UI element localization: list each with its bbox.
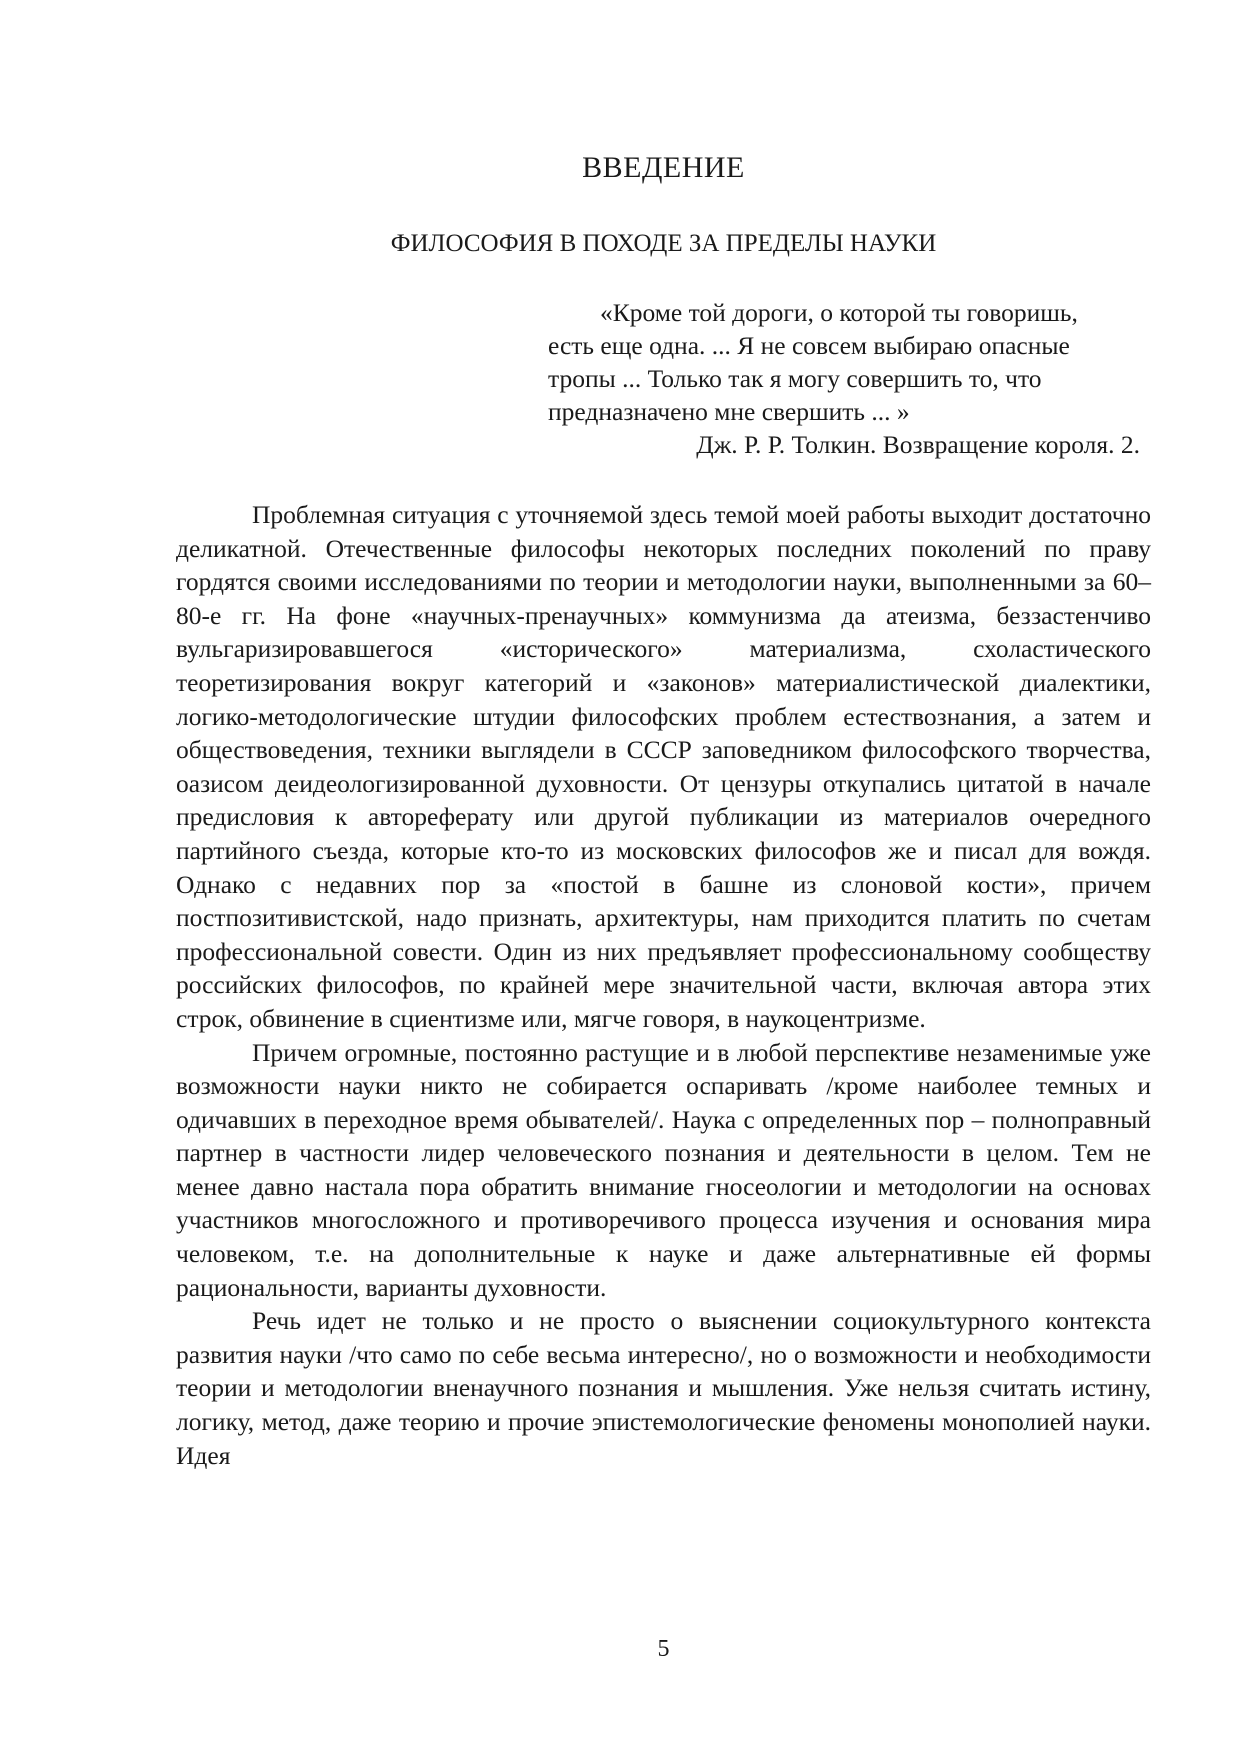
- paragraph: Проблемная ситуация с уточняемой здесь темой моей работы выходит достаточно деликатной. Отечественные философы некоторых последних поколений по праву гордятся своими исследованиями по теории и методологии науки, выполненными за 60–80-е гг. На фоне «научных-пренаучных» коммунизма да атеизма, беззастенчиво вульгаризировавшегося «исторического» материализма, схоластического теоретизирования вокруг категорий и «законов» материалистической диалектики, логико-методологические штудии философских проблем естествознания, а затем и обществоведения, техники выглядели в СССР заповедником философского творчества, оазисом деидеологизированной духовности. От цензуры откупались цитатой в начале предисловия к автореферату или другой публикации из материалов очередного партийного съезда, которые кто-то из московских философов же и писал для вождя. Однако с недавних пор за «постой в башне из слоновой кости», причем постпозитивистской, надо признать, архитектуры, нам приходится платить по счетам профессиональной совести. Один из них предъявляет профессиональному сообществу российских философов, по крайней мере значительной части, включая автора этих строк, обвинение в сциентизме или, мягче говоря, в наукоцентризме.: [176, 500, 1151, 1033]
- epigraph: [548, 296, 1148, 461]
- epigraph-line: тропы ... Только так я могу совершить то, что: [548, 364, 1042, 393]
- epigraph-line: предназначено мне свершить ... »: [548, 397, 910, 426]
- paragraph: Речь идет не только и не просто о выяснении социокультурного контекста развития науки /что само по себе весьма интересно/, но о возможности и необходимости теории и методологии вненаучного познания и мышления. Уже нельзя считать истину, логику, метод, даже теорию и прочие эпистемологические феномены монополией науки. Идея: [176, 1306, 1151, 1470]
- section-title: ФИЛОСОФИЯ В ПОХОДЕ ЗА ПРЕДЕЛЫ НАУКИ: [390, 230, 937, 257]
- body-text: [176, 498, 1151, 1472]
- chapter-title: ВВЕДЕНИЕ: [582, 151, 745, 184]
- epigraph-source: Дж. Р. Р. Толкин. Возвращение короля. 2.: [696, 430, 1140, 459]
- epigraph-line: есть еще одна. ... Я не совсем выбираю опасные: [548, 331, 1070, 360]
- paragraph: Причем огромные, постоянно растущие и в любой перспективе незаменимые уже возможности науки никто не собирается оспаривать /кроме наиболее темных и одичавших в переходное время обывателей/. Наука с определенных пор – полноправный партнер в частности лидер человеческого познания и деятельности в целом. Тем не менее давно настала пора обратить внимание гносеологии и методологии на основах участников многосложного и противоречивого процесса изучения и основания мира человеком, т.е. на дополнительные к науке и даже альтернативные ей формы рациональности, варианты духовности.: [176, 1037, 1151, 1302]
- page-number: 5: [657, 1636, 670, 1662]
- epigraph-line: «Кроме той дороги, о которой ты говоришь,: [600, 298, 1078, 327]
